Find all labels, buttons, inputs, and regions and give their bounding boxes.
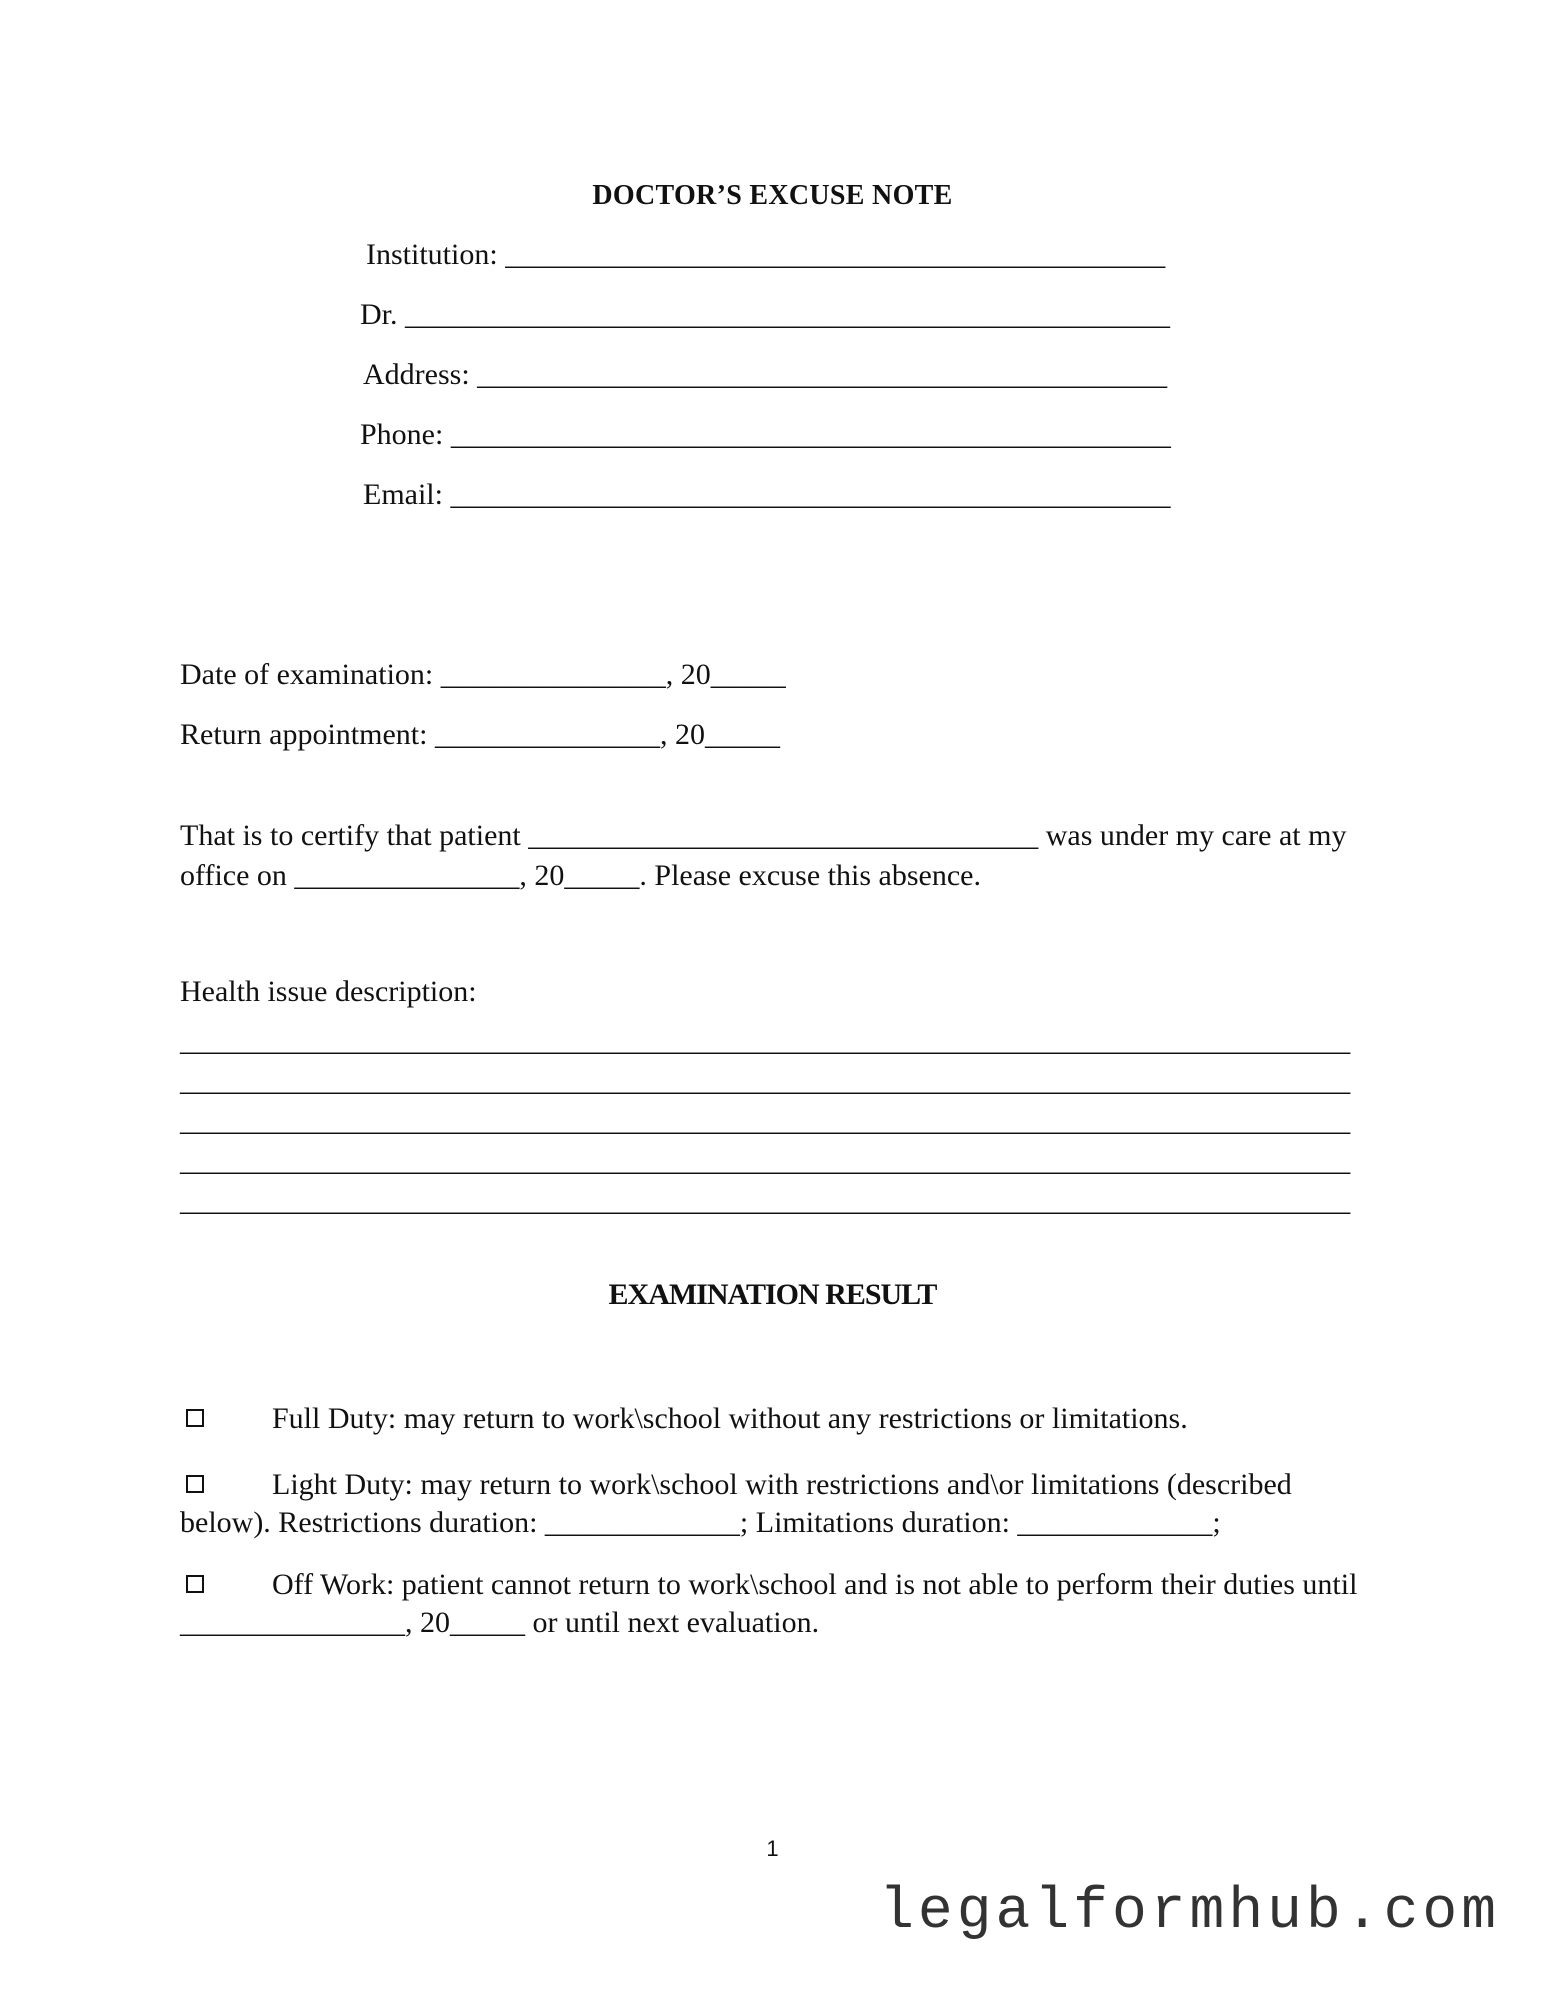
health-line-4[interactable]: _____________________________________________________________________________ [180,1144,1351,1177]
email-label: Email: [363,478,443,511]
institution-label: Institution: [366,238,498,271]
address-field[interactable] [363,358,1167,392]
return-appointment[interactable]: Return appointment: _______________, 20_____ [180,718,780,751]
phone-label: Phone: [360,418,444,451]
institution-blank: ____________________________________________ [505,238,1166,271]
health-line-3[interactable]: _____________________________________________________________________________ [180,1104,1351,1137]
option-off-work[interactable] [180,1566,1365,1642]
date-of-examination[interactable]: Date of examination: _______________, 20_____ [180,658,786,691]
address-blank: ______________________________________________ [477,358,1168,391]
doctor-field[interactable] [360,298,1170,332]
light-duty-text: Light Duty: may return to work\school with restrictions and\or limitations (described below). Restrictions duration: _____________; Limitations duration: _____________; [180,1468,1292,1539]
full-duty-checkbox[interactable] [186,1409,204,1427]
health-line-2[interactable]: _____________________________________________________________________________ [180,1064,1351,1097]
address-label: Address: [363,358,470,391]
health-line-5[interactable]: _____________________________________________________________________________ [180,1184,1351,1217]
option-full-duty[interactable] [180,1400,1365,1438]
light-duty-checkbox[interactable] [186,1475,204,1493]
institution-field[interactable] [366,238,1165,272]
email-field[interactable] [363,478,1170,512]
doctor-label: Dr. [360,298,398,331]
off-work-checkbox[interactable] [186,1575,204,1593]
watermark: legalformhub.com [879,1880,1500,1945]
certify-paragraph[interactable]: That is to certify that patient __________________________________ was under my care at my office on _______________, 20_____. Please excuse this absence. [180,819,1347,892]
email-blank: ________________________________________________ [450,478,1171,511]
examination-result-title: EXAMINATION RESULT [608,1278,937,1311]
phone-field[interactable] [360,418,1171,452]
doctor-blank: ___________________________________________________ [405,298,1170,331]
option-light-duty[interactable] [180,1466,1365,1542]
phone-blank: ________________________________________________ [450,418,1171,451]
page-number: 1 [766,1836,779,1861]
health-line-1[interactable]: _____________________________________________________________________________ [180,1024,1351,1057]
off-work-text: Off Work: patient cannot return to work\school and is not able to perform their duties until _______________, 20_____ or until next evaluation. [180,1568,1358,1639]
health-issue-label: Health issue description: [180,975,477,1008]
full-duty-text: Full Duty: may return to work\school without any restrictions or limitations. [272,1402,1188,1435]
document-title: DOCTOR’S EXCUSE NOTE [592,180,953,211]
